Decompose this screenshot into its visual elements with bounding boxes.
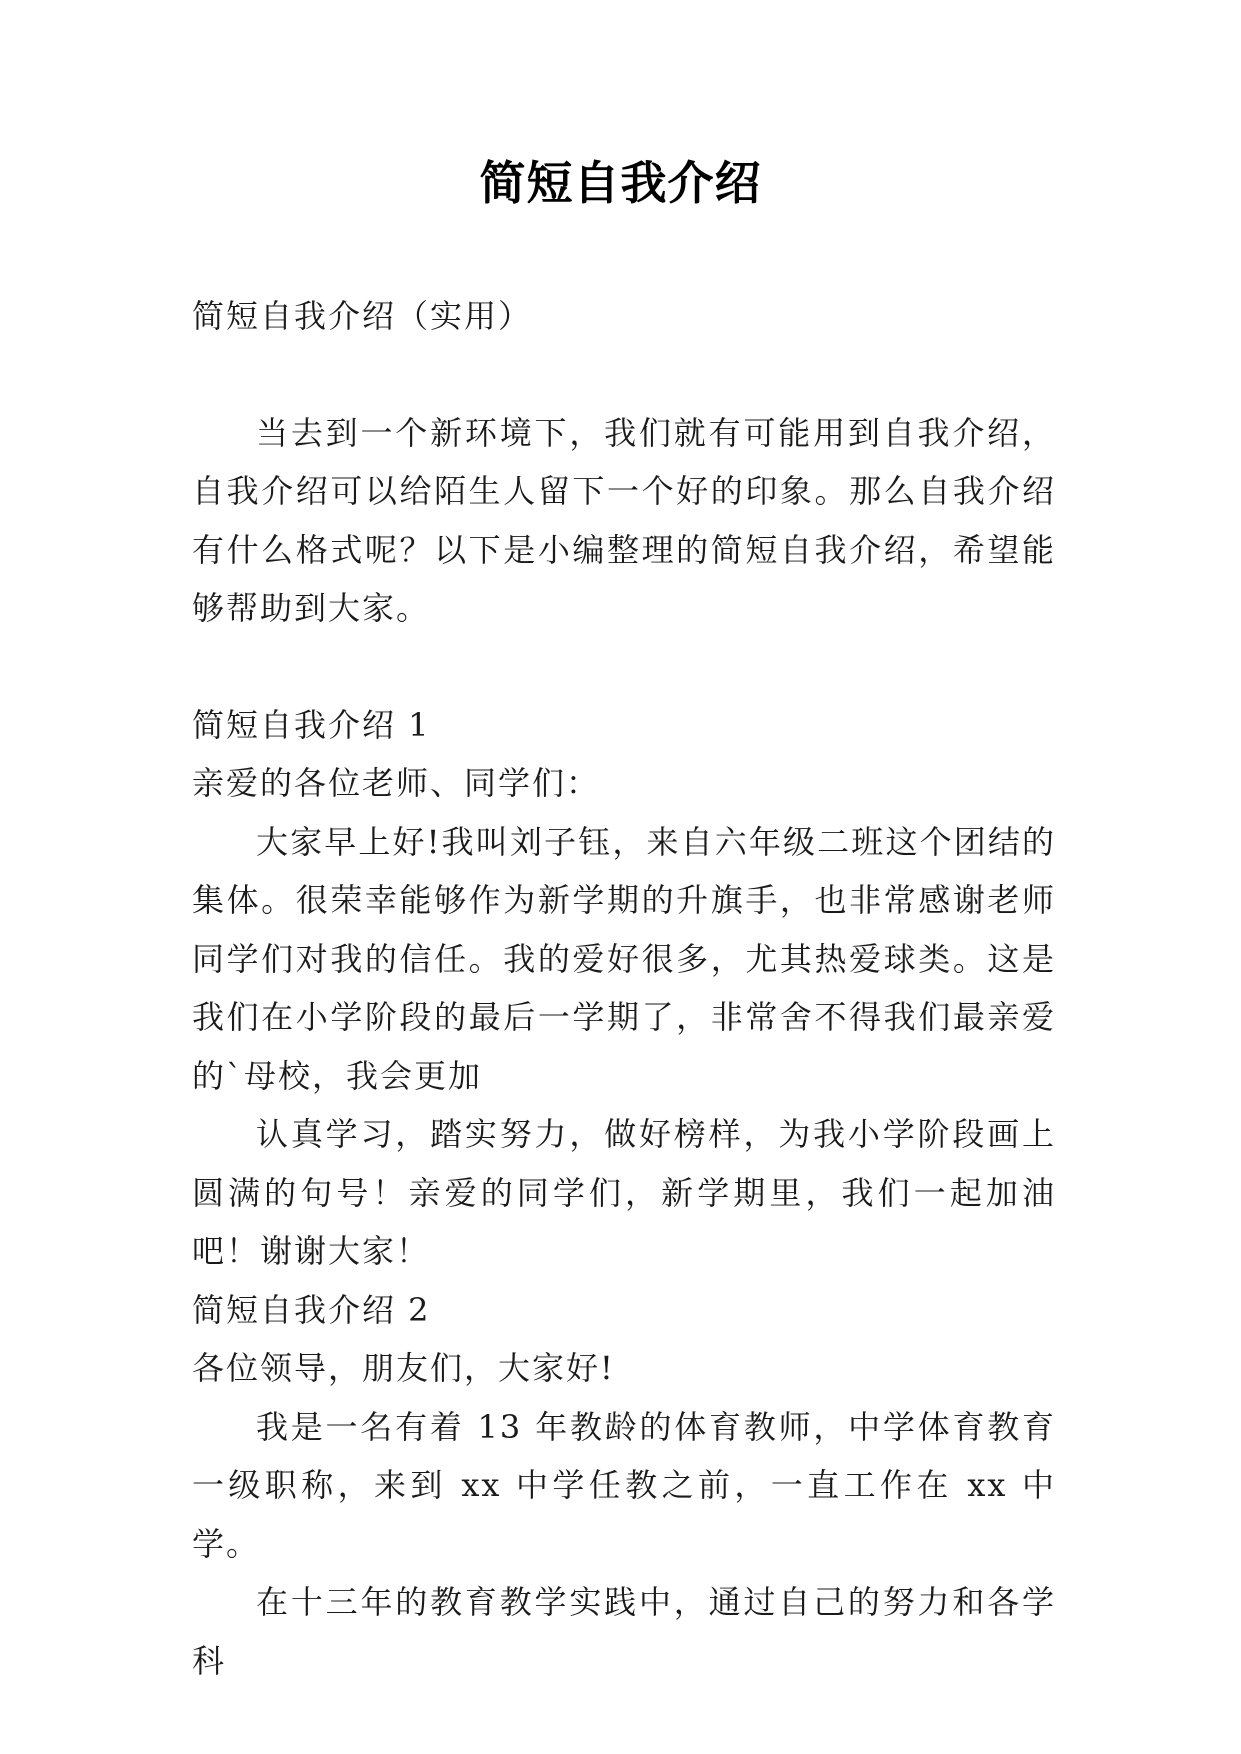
section-paragraph: 我是一名有着 13 年教龄的体育教师，中学体育教育一级职称，来到 xx 中学任教之前，一直工作在 xx 中学。 <box>192 1407 1056 1563</box>
section-paragraph: 大家早上好!我叫刘子钰，来自六年级二班这个团结的集体。很荣幸能够作为新学期的升旗手，也非常感谢老师同学们对我的信任。我的爱好很多，尤其热爱球类。这是我们在小学阶段的最后一学期了，非常舍不得我们最亲爱的`母校，我会更加 <box>192 822 1056 1095</box>
section-greeting: 各位领导，朋友们，大家好! <box>192 1349 615 1387</box>
section-heading: 简短自我介绍 2 <box>192 1290 431 1329</box>
section-heading: 简短自我介绍 1 <box>192 705 431 744</box>
document-subtitle: 简短自我介绍（实用） <box>192 297 533 335</box>
section-greeting: 亲爱的各位老师、同学们： <box>192 764 601 802</box>
intro-paragraph: 当去到一个新环境下，我们就有可能用到自我介绍，自我介绍可以给陌生人留下一个好的印象。那么自我介绍有什么格式呢？以下是小编整理的简短自我介绍，希望能够帮助到大家。 <box>192 413 1056 627</box>
section-paragraph: 在十三年的教育教学实践中，通过自己的努力和各学科 <box>192 1583 1056 1680</box>
spacer <box>192 346 1056 404</box>
document-body <box>192 287 1056 1690</box>
section-paragraph: 认真学习，踏实努力，做好榜样，为我小学阶段画上圆满的句号！亲爱的同学们，新学期里，我们一起加油吧！谢谢大家！ <box>192 1115 1056 1270</box>
spacer <box>192 638 1056 696</box>
document-title: 简短自我介绍 <box>479 156 762 210</box>
